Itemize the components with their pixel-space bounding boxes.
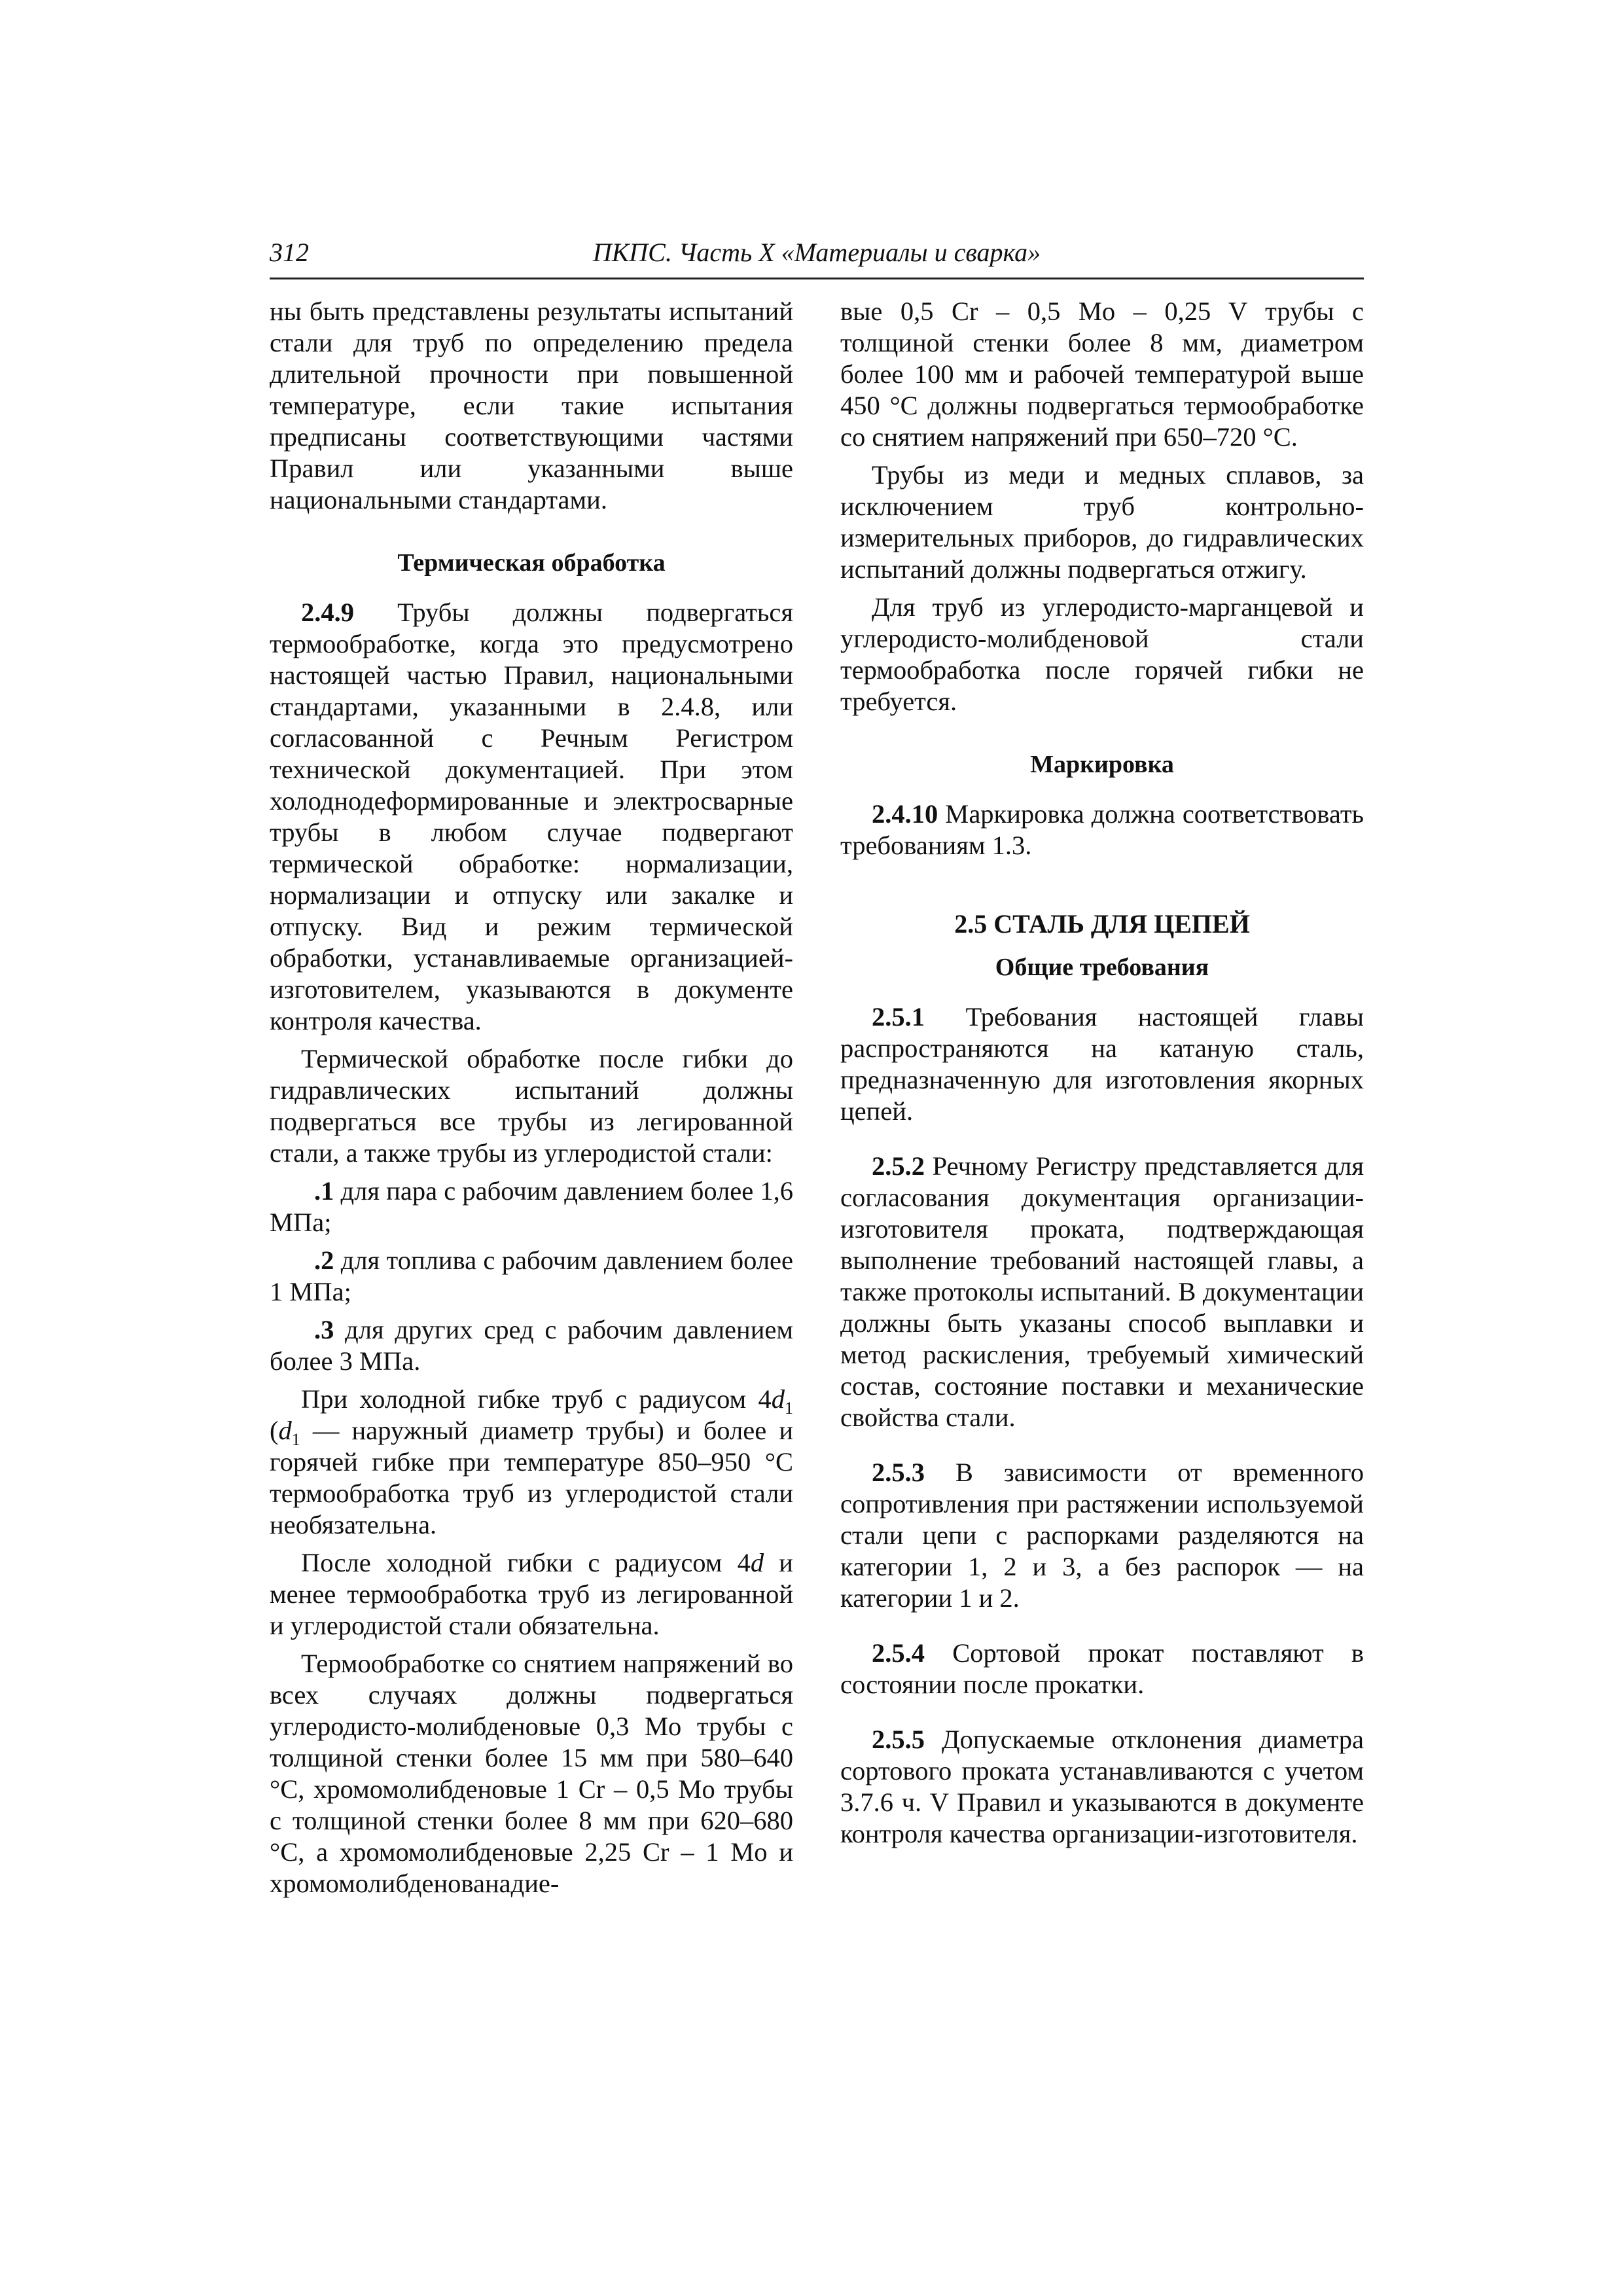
section-heading-general: Общие требования (995, 954, 1209, 981)
subscript: 1 (785, 1399, 793, 1418)
list-item-2 (270, 1245, 793, 1308)
clause-text: В зависимости от временного сопротивления при растяжении используемой стали цепи с распорками разделяются на категории 1, 2 и 3, а без распорок — на категории 1 и 2. (840, 1458, 1364, 1613)
text-run: При холодной гибке труб с радиусом 4 (301, 1384, 772, 1414)
list-item-number: .3 (314, 1315, 334, 1344)
section-heading-heat-treatment: Термическая обработка (397, 549, 666, 577)
clause-2-4-9 (270, 597, 793, 1037)
symbol-d: d (750, 1548, 764, 1577)
list-item-text: для других сред с рабочим давлением более 3 МПа. (270, 1315, 793, 1376)
list-item-number: .1 (314, 1176, 334, 1206)
chapter-heading: 2.5 СТАЛЬ ДЛЯ ЦЕПЕЙ (954, 909, 1250, 939)
list-item-1 (270, 1175, 793, 1238)
list-item-text: для пара с рабочим давлением более 1,6 МПа; (270, 1176, 793, 1237)
clause-number: 2.4.10 (872, 799, 938, 829)
list-item-text: для топлива с рабочим давлением более 1 МПа; (270, 1246, 793, 1306)
paragraph-after-cold-bending (270, 1547, 793, 1641)
clause-2-5-5 (840, 1724, 1364, 1850)
text-run: и менее термообработка труб из легированной и углеродистой стали обязательна. (270, 1548, 793, 1640)
paragraph-copper: Трубы из меди и медных сплавов, за исключением труб контрольно-измерительных приборов, до гидравлических испытаний должны подвергаться отжигу. (840, 460, 1364, 584)
clause-number: 2.4.9 (301, 598, 354, 627)
clause-text: Сортовой прокат поставляют в состоянии после прокатки. (840, 1638, 1364, 1699)
clause-number: 2.5.2 (872, 1151, 925, 1181)
clause-number: 2.5.1 (872, 1002, 925, 1031)
running-title: ПКПС. Часть X «Материалы и сварка» (592, 238, 1041, 267)
clause-text: Требования настоящей главы распространяются на катаную сталь, предназначенную для изготовления якорных цепей. (840, 1002, 1364, 1126)
left-column (270, 296, 793, 1906)
clause-2-5-1 (840, 1001, 1364, 1127)
list-item-3 (270, 1314, 793, 1377)
clause-2-5-2 (840, 1151, 1364, 1433)
symbol-d: d (771, 1384, 785, 1414)
clause-text: Допускаемые отклонения диаметра сортового проката устанавливаются с учетом 3.7.6 ч. V Правил и указываются в документе контроля качества организации-изготовителя. (840, 1725, 1364, 1848)
subscript: 1 (291, 1430, 300, 1450)
right-column (840, 296, 1364, 1856)
text-run: ( (270, 1416, 279, 1445)
clause-text: Маркировка должна соответствовать требованиям 1.3. (840, 799, 1364, 860)
clause-2-5-3 (840, 1457, 1364, 1614)
page-header (270, 233, 1364, 279)
clause-text: Трубы должны подвергаться термообработке, когда это предусмотрено настоящей частью Правил, национальными стандартами, указанными в 2.4.8, или согласованной с Речным Регистром технической документацией. При этом холоднодеформированные и электросварные трубы в любом случае подвергают термической обработке: нормализации, нормализации и отпуску или закалке и отпуску. Вид и режим термической обработки, устанавливаемые организацией-изготовителем, указываются в документе контроля качества. (270, 598, 793, 1035)
paragraph-continuation: ны быть представлены результаты испытаний стали для труб по определению предела длительной прочности при повышенной температуре, если такие испытания предписаны соответствующими частями Правил или указанными выше национальными стандартами. (270, 296, 793, 514)
paragraph-carbon-steel: Для труб из углеродисто-марганцевой и углеродисто-молибденовой стали термообработка после горячей гибки не требуется. (840, 592, 1364, 716)
clause-2-4-10 (840, 798, 1364, 861)
clause-number: 2.5.3 (872, 1458, 925, 1487)
text-run: — наружный диаметр трубы) и более и горячей гибке при температуре 850–950 °C термообработка труб из углеродистой стали необязательна. (270, 1416, 793, 1539)
clause-2-5-4 (840, 1638, 1364, 1700)
section-heading-marking: Маркировка (1030, 751, 1174, 778)
paragraph-stress-relief: Термообработке со снятием напряжений во всех случаях должны подвергаться углеродисто-молибденовые 0,3 Mo трубы с толщиной стенки более 15 мм при 580–640 °C, хромомолибденовые 1 Cr – 0,5 Mo трубы с толщиной стенки более 8 мм при 620–680 °C, а хромомолибденовые 2,25 Cr – 1 Mo и хромомолибденованадие- (270, 1649, 793, 1898)
text-run: После холодной гибки с радиусом 4 (301, 1548, 751, 1577)
clause-number: 2.5.4 (872, 1638, 925, 1668)
paragraph-continuation: вые 0,5 Cr – 0,5 Mo – 0,25 V трубы с толщиной стенки более 8 мм, диаметром более 100 мм и рабочей температурой выше 450 °C должны подвергаться термообработке со снятием напряжений при 650–720 °C. (840, 296, 1364, 452)
symbol-d: d (278, 1416, 292, 1445)
clause-number: 2.5.5 (872, 1725, 925, 1754)
list-item-number: .2 (314, 1246, 334, 1275)
page-number: 312 (270, 238, 309, 267)
clause-text: Речному Регистру представляется для согласования документация организации-изготовителя проката, подтверждающая выполнение требований настоящей главы, а также протоколы испытаний. В документации должны быть указаны способ выплавки и метод раскисления, требуемый химический состав, состояние поставки и механические свойства стали. (840, 1151, 1364, 1432)
paragraph-cold-bending (270, 1384, 793, 1541)
paragraph-bending: Термической обработке после гибки до гидравлических испытаний должны подвергаться все трубы из легированной стали, а также трубы из углеродистой стали: (270, 1044, 793, 1168)
